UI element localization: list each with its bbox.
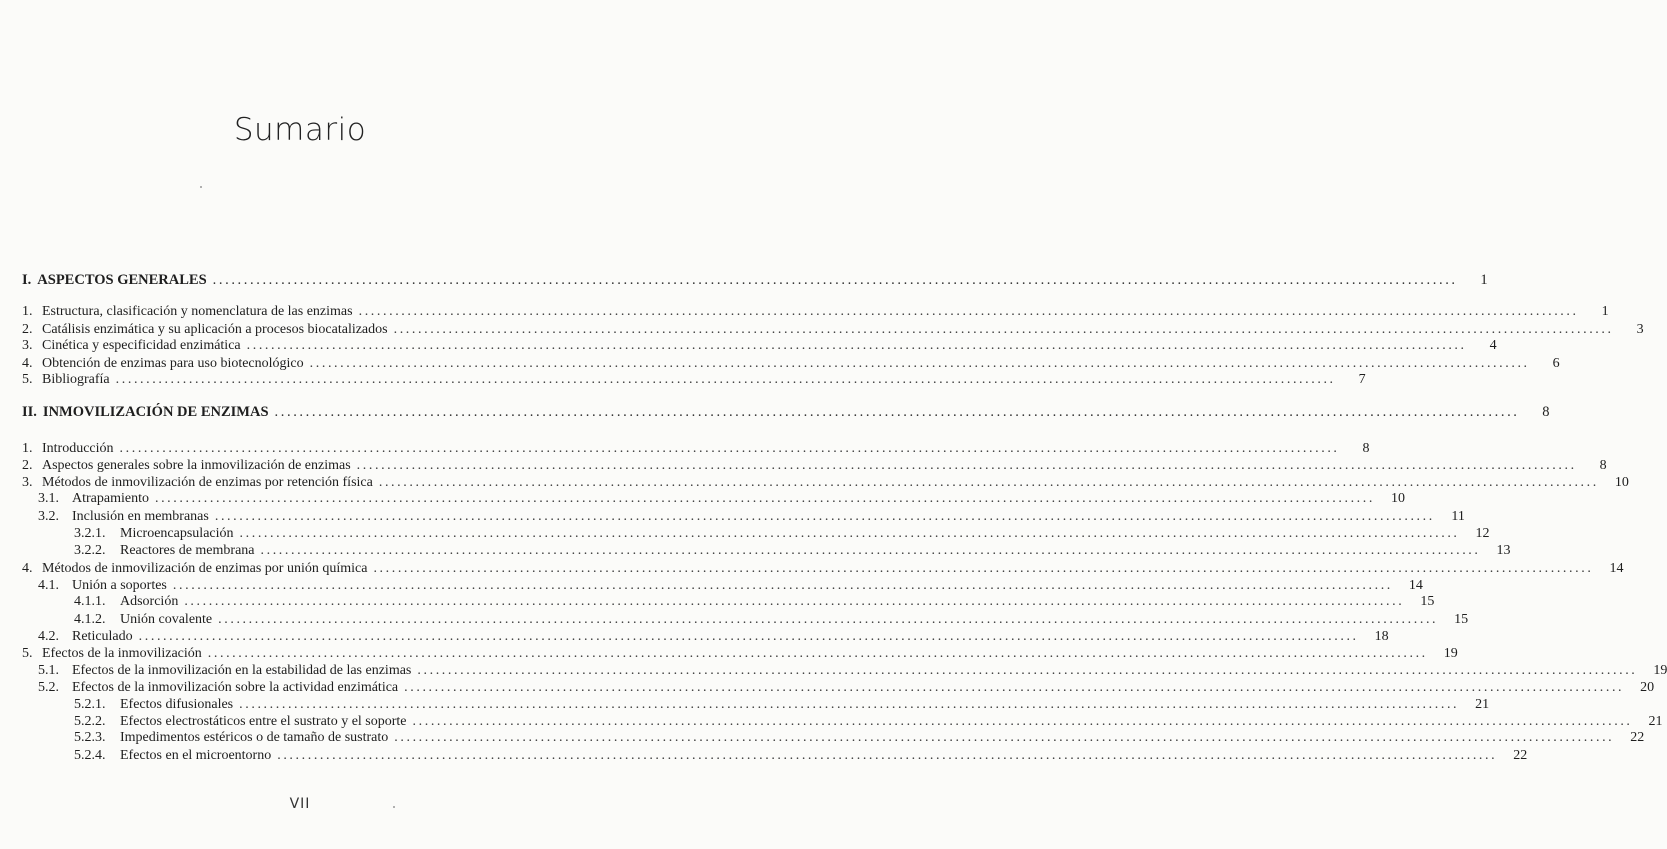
toc-entry (22, 440, 1370, 457)
toc-entry-number: 3.2. (38, 509, 59, 524)
dot-leader: ........................................................................................................................................................................................................ (373, 561, 1594, 576)
toc-entry-number: 4.1.1. (74, 594, 106, 609)
toc-entry-number: 5. (22, 646, 33, 661)
toc-entry-label: Reactores de membrana (120, 543, 255, 558)
toc-entry (22, 303, 1609, 320)
toc-entry-label: Efectos en el microentorno (120, 748, 272, 763)
toc-entry-page: 8 (1599, 458, 1607, 473)
toc-entry-label: Reticulado (72, 629, 133, 644)
toc-part-heading (22, 272, 1488, 289)
toc-entry (22, 679, 1655, 696)
toc-entry-label: Adsorción (120, 594, 179, 609)
toc-entry-number: 5. (22, 372, 33, 387)
toc-entry (22, 696, 1490, 713)
toc-entry-page: 1 (1601, 304, 1609, 319)
toc-entry (22, 542, 1511, 559)
dot-leader: ........................................................................................................................................................................................................ (274, 404, 1520, 420)
dot-leader: ........................................................................................................................................................................................................ (393, 322, 1614, 337)
toc-entry (22, 321, 1644, 338)
toc-entry-page: 12 (1475, 526, 1490, 541)
dot-leader: ........................................................................................................................................................................................................ (358, 304, 1579, 319)
toc-entry-number: 4. (22, 356, 33, 371)
dot-leader: ........................................................................................................................................................................................................ (246, 338, 1467, 353)
toc-entry-label: Catálisis enzimática y su aplicación a procesos biocatalizados (42, 322, 388, 337)
toc-entry-page: 4 (1489, 338, 1497, 353)
toc-entry-page: 3 (1636, 322, 1644, 337)
toc-entry-page: 19 (1443, 646, 1458, 661)
dot-leader: ........................................................................................................................................................................................................ (239, 526, 1460, 541)
toc-entry-number: 3.1. (38, 491, 59, 506)
toc-entry-page: 18 (1374, 629, 1389, 644)
dot-leader: ........................................................................................................................................................................................................ (277, 748, 1498, 763)
toc-entry-number: 1. (22, 304, 33, 319)
toc-entry-label: Unión covalente (120, 612, 213, 627)
dot-leader: ........................................................................................................................................................................................................ (212, 272, 1458, 288)
dot-leader: ........................................................................................................................................................................................................ (115, 372, 1336, 387)
toc-entry (22, 474, 1629, 491)
toc-entry-label: Inclusión en membranas (72, 509, 209, 524)
toc-entry-page: 10 (1390, 491, 1405, 506)
toc-entry-label: Obtención de enzimas para uso biotecnológico (42, 356, 304, 371)
toc-entry-number: 5.2.3. (74, 730, 106, 745)
dot-leader: ........................................................................................................................................................................................................ (417, 663, 1638, 678)
toc-entry-number: II. (22, 404, 37, 420)
toc-entry-number: 4.1. (38, 578, 59, 593)
dot-leader: ........................................................................................................................................................................................................ (154, 491, 1375, 506)
toc-entry (22, 337, 1497, 354)
toc-entry (22, 611, 1469, 628)
toc-entry-number: 5.2.4. (74, 748, 106, 763)
toc-entry-page: 10 (1614, 475, 1629, 490)
dot-leader: ........................................................................................................................................................................................................ (394, 730, 1615, 745)
toc-entry-number: 5.2. (38, 680, 59, 695)
toc-entry (22, 713, 1663, 730)
toc-entry-number: 3. (22, 338, 33, 353)
toc-entry-number: 4.1.2. (74, 612, 106, 627)
toc-entry-page: 21 (1475, 697, 1490, 712)
dot-leader: ........................................................................................................................................................................................................ (119, 441, 1340, 456)
toc-entry-number: 4.2. (38, 629, 59, 644)
toc-entry-label: Efectos de la inmovilización sobre la actividad enzimática (72, 680, 399, 695)
toc-entry-number: 4. (22, 561, 33, 576)
toc-entry-number: 3. (22, 475, 33, 490)
toc-entry-number: 5.2.1. (74, 697, 106, 712)
page-title: Sumario (233, 112, 367, 148)
toc-entry-page: 8 (1542, 404, 1550, 420)
toc-entry-label: Efectos difusionales (120, 697, 234, 712)
toc-entry-label: ASPECTOS GENERALES (37, 272, 207, 288)
dot-leader: ........................................................................................................................................................................................................ (260, 543, 1481, 558)
toc-entry-page: 1 (1480, 272, 1488, 288)
toc-entry-number: 3.2.1. (74, 526, 106, 541)
toc-entry (22, 525, 1490, 542)
toc-entry (22, 593, 1435, 610)
toc-entry-page: 15 (1420, 594, 1435, 609)
toc-entry (22, 645, 1458, 662)
dot-leader: ........................................................................................................................................................................................................ (412, 714, 1633, 729)
toc-entry-label: Impedimentos estéricos o de tamaño de sustrato (120, 730, 389, 745)
toc-entry-page: 19 (1653, 663, 1667, 678)
toc-entry-label: Introducción (42, 441, 114, 456)
toc-entry (22, 577, 1423, 594)
toc-entry (22, 729, 1645, 746)
toc-entry-page: 20 (1640, 680, 1655, 695)
toc-entry-page: 15 (1454, 612, 1469, 627)
toc-entry-label: Unión a soportes (72, 578, 167, 593)
toc-entry-label: Cinética y especificidad enzimática (42, 338, 241, 353)
toc-entry-number: 5.1. (38, 663, 59, 678)
toc-entry (22, 490, 1405, 507)
toc-part-heading (22, 404, 1550, 421)
dot-leader: ........................................................................................................................................................................................................ (184, 594, 1405, 609)
toc-entry-page: 22 (1630, 730, 1645, 745)
toc-entry-label: Aspectos generales sobre la inmovilización de enzimas (42, 458, 351, 473)
toc-entry (22, 560, 1624, 577)
toc-entry-page: 14 (1609, 561, 1624, 576)
toc-entry-page: 13 (1496, 543, 1511, 558)
toc-entry (22, 371, 1366, 388)
toc-entry-page: 22 (1513, 748, 1528, 763)
toc-entry (22, 662, 1667, 679)
toc-entry (22, 457, 1607, 474)
dot-leader: ........................................................................................................................................................................................................ (218, 612, 1439, 627)
toc-entry-page: 21 (1648, 714, 1663, 729)
toc-entry-label: Efectos de la inmovilización (42, 646, 202, 661)
dot-leader: ........................................................................................................................................................................................................ (138, 629, 1359, 644)
dot-leader: ........................................................................................................................................................................................................ (356, 458, 1577, 473)
paper-speck (200, 186, 202, 188)
page-number: VII (289, 796, 311, 812)
toc-entry-number: 1. (22, 441, 33, 456)
toc-entry-label: INMOVILIZACIÓN DE ENZIMAS (42, 404, 269, 420)
toc-entry-number: 2. (22, 322, 33, 337)
dot-leader: ........................................................................................................................................................................................................ (172, 578, 1393, 593)
toc-entry-page: 7 (1358, 372, 1366, 387)
toc-entry-label: Métodos de inmovilización de enzimas por retención física (42, 475, 373, 490)
toc-entry (22, 355, 1560, 372)
toc-entry-number: 5.2.2. (74, 714, 106, 729)
dot-leader: ........................................................................................................................................................................................................ (378, 475, 1599, 490)
toc-entry (22, 747, 1528, 764)
dot-leader: ........................................................................................................................................................................................................ (214, 509, 1435, 524)
dot-leader: ........................................................................................................................................................................................................ (239, 697, 1460, 712)
toc-entry-label: Métodos de inmovilización de enzimas por unión química (42, 561, 368, 576)
toc-entry-page: 8 (1362, 441, 1370, 456)
toc-entry-number: 3.2.2. (74, 543, 106, 558)
toc-entry-page: 11 (1451, 509, 1465, 524)
toc-entry (22, 508, 1465, 525)
toc-entry-page: 6 (1552, 356, 1560, 371)
toc-entry-page: 14 (1408, 578, 1423, 593)
toc-entry-label: Estructura, clasificación y nomenclatura de las enzimas (42, 304, 353, 319)
dot-leader: ........................................................................................................................................................................................................ (404, 680, 1625, 695)
toc-entry-number: 2. (22, 458, 33, 473)
toc-entry-label: Bibliografía (42, 372, 110, 387)
toc-entry-label: Efectos electrostáticos entre el sustrato y el soporte (120, 714, 407, 729)
toc-entry-number: I. (22, 272, 32, 288)
dot-leader: ........................................................................................................................................................................................................ (309, 356, 1530, 371)
paper-speck (393, 806, 395, 808)
toc-entry (22, 628, 1389, 645)
dot-leader: ........................................................................................................................................................................................................ (207, 646, 1428, 661)
toc-entry-label: Microencapsulación (120, 526, 234, 541)
toc-entry-label: Efectos de la inmovilización en la estabilidad de las enzimas (72, 663, 412, 678)
toc-entry-label: Atrapamiento (72, 491, 149, 506)
